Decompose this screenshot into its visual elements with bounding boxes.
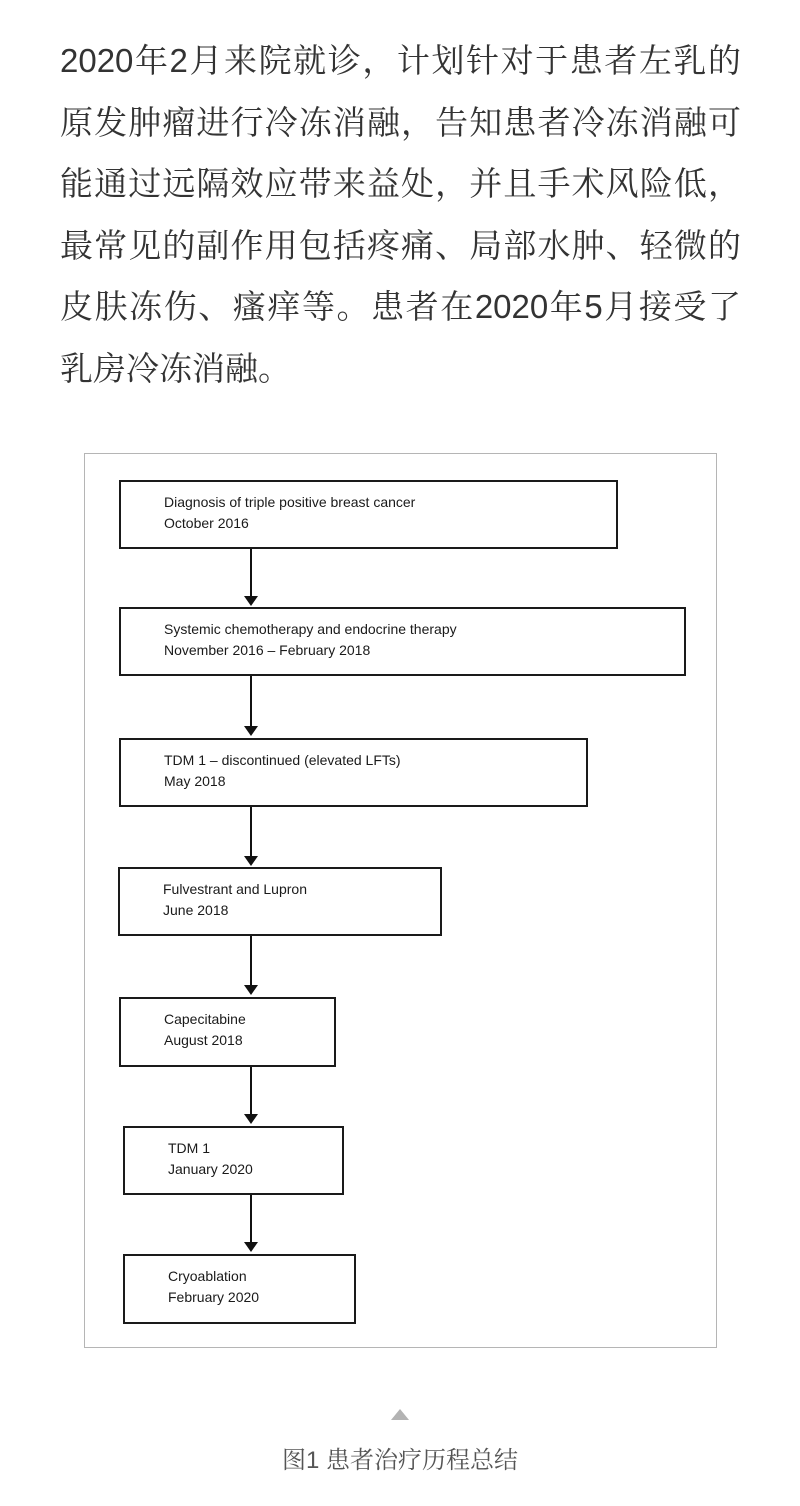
- flow-arrow-icon: [244, 807, 258, 866]
- paragraph-line: 能通过远隔效应带来益处，并且手术风险低，: [60, 165, 741, 202]
- paragraph-line: 最常见的副作用包括疼痛、局部水肿、轻微的: [60, 226, 741, 264]
- flow-arrow-icon: [244, 1067, 258, 1124]
- arrow-head: [244, 1114, 258, 1124]
- step-title: Fulvestrant and Lupron: [163, 881, 307, 897]
- flow-arrow-icon: [244, 549, 258, 606]
- step-date: November 2016 – February 2018: [164, 642, 371, 658]
- arrow-head: [244, 1242, 258, 1252]
- arrow-line: [250, 1067, 252, 1114]
- step-title: Diagnosis of triple positive breast cancer: [164, 494, 416, 510]
- paragraph-line: 原发肿瘤进行冷冻消融，告知患者冷冻消融可: [60, 103, 741, 141]
- arrow-line: [250, 1195, 252, 1242]
- flow-step-tdm1: [123, 1126, 344, 1195]
- figure-frame: [84, 453, 717, 1348]
- paragraph-line: 皮肤冻伤、瘙痒等。患者在2020年5月接受了: [60, 288, 741, 325]
- arrow-line: [250, 936, 252, 985]
- step-date: May 2018: [164, 773, 226, 789]
- figure-caption: 图1 患者治疗历程总结: [281, 1447, 518, 1474]
- flow-step-diagnosis: [119, 480, 618, 549]
- up-triangle-icon: [391, 1409, 409, 1420]
- flow-step-capecitabine: [119, 997, 336, 1067]
- flow-step-chemotherapy: [119, 607, 686, 676]
- step-date: January 2020: [168, 1161, 253, 1177]
- arrow-head: [244, 596, 258, 606]
- flow-step-fulvestrant-lupron: [118, 867, 442, 936]
- step-title: TDM 1: [168, 1140, 210, 1156]
- flow-step-tdm1-discontinued: [119, 738, 588, 807]
- flow-step-cryoablation: [123, 1254, 356, 1324]
- step-date: October 2016: [164, 515, 249, 531]
- step-title: TDM 1 – discontinued (elevated LFTs): [164, 752, 401, 768]
- paragraph-line: 2020年2月来院就诊，计划针对于患者左乳的: [60, 42, 741, 79]
- step-title: Capecitabine: [164, 1011, 246, 1027]
- flow-arrow-icon: [244, 1195, 258, 1252]
- step-title: Cryoablation: [168, 1268, 247, 1284]
- arrow-head: [244, 856, 258, 866]
- step-date: February 2020: [168, 1289, 260, 1305]
- arrow-line: [250, 807, 252, 856]
- article-paragraph: [60, 30, 741, 399]
- flow-arrow-icon: [244, 936, 258, 995]
- arrow-line: [250, 549, 252, 596]
- arrow-line: [250, 676, 252, 726]
- arrow-head: [244, 985, 258, 995]
- step-date: August 2018: [164, 1032, 243, 1048]
- flow-arrow-icon: [244, 676, 258, 736]
- step-date: June 2018: [163, 902, 229, 918]
- paragraph-line: 乳房冷冻消融。: [60, 349, 291, 387]
- arrow-head: [244, 726, 258, 736]
- step-title: Systemic chemotherapy and endocrine therapy: [164, 621, 457, 637]
